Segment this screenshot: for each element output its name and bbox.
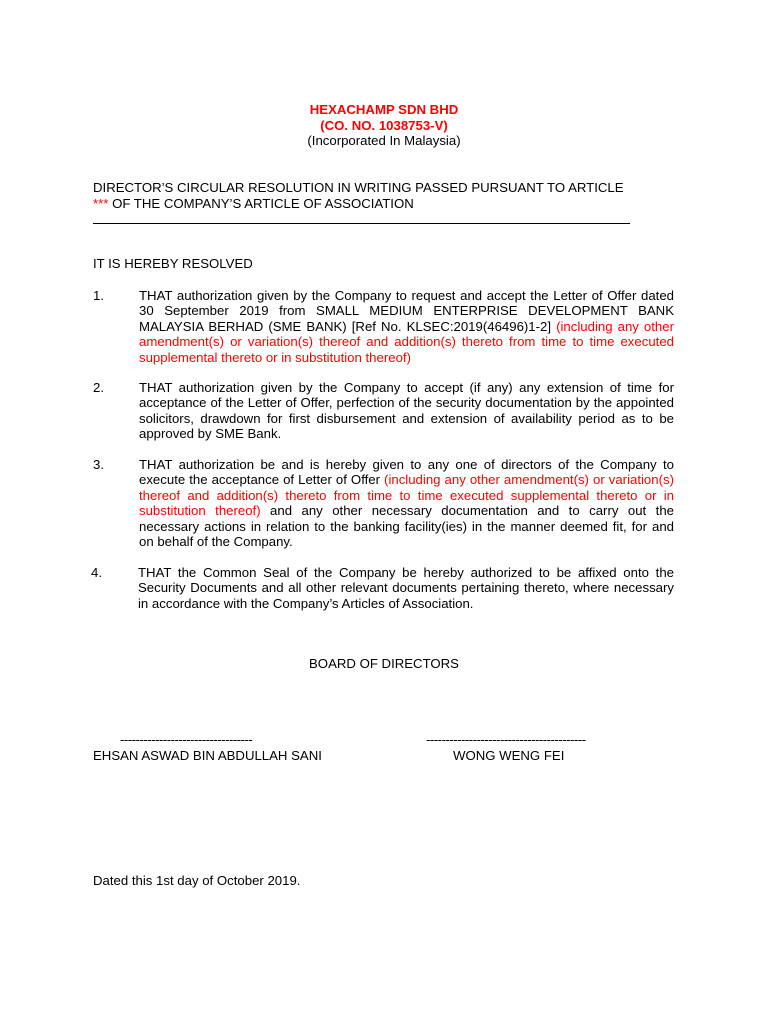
resolution-text-part: THAT the Common Seal of the Company be hereby authorized to be affixed onto the Security Documents and all other relevant documents pertaining thereto, where necessary in accordance with the Company’s Articles of Association. xyxy=(138,565,674,611)
resolved-heading: IT IS HEREBY RESOLVED xyxy=(93,256,253,271)
director-name: WONG WENG FEI xyxy=(453,748,565,763)
resolution-text xyxy=(139,380,674,442)
resolution-text-part: THAT authorization given by the Company to request and accept the Letter of Offer dated 30 September 2019 from SMALL MEDIUM ENTERPRISE DEVELOPMENT BANK MALAYSIA BERHAD (SME BANK) [Ref No. KLSEC:2019(46496)1-2] xyxy=(139,288,674,334)
resolution-text-part: THAT authorization be and is hereby given to any one of directors of the Company to execute the acceptance of Letter of Offer xyxy=(139,457,674,488)
resolution-number: 4. xyxy=(91,565,102,580)
resolution-number: 1. xyxy=(93,288,104,303)
resolution-text xyxy=(139,457,674,549)
resolution-text-highlight: (including any other amendment(s) or variation(s) thereof and addition(s) thereto from time to time executed supplemental thereto or in substitution thereof) xyxy=(139,318,674,365)
resolution-title-line1: DIRECTOR’S CIRCULAR RESOLUTION IN WRITING PASSED PURSUANT TO ARTICLE xyxy=(93,180,624,195)
company-number: (CO. NO. 1038753-V) xyxy=(320,118,448,133)
company-name: HEXACHAMP SDN BHD xyxy=(309,102,459,117)
resolution-text-part: THAT authorization given by the Company to accept (if any) any extension of time for acceptance of the Letter of Offer, perfection of the security documentation by the appointed solicitors, drawdown for first disbursement and extension of availability period as to be approved by SME Bank. xyxy=(139,380,674,442)
incorporated-note: (Incorporated In Malaysia) xyxy=(307,133,461,148)
resolution-title-rest: OF THE COMPANY’S ARTICLE OF ASSOCIATION xyxy=(108,196,414,211)
board-heading: BOARD OF DIRECTORS xyxy=(309,656,459,671)
title-underline xyxy=(93,223,630,224)
signature-line: ----------------------------------------- xyxy=(426,732,586,747)
resolution-text xyxy=(139,288,674,365)
director-name: EHSAN ASWAD BIN ABDULLAH SANI xyxy=(93,748,322,763)
resolution-text-part: and any other necessary documentation and to carry out the necessary actions in relation to the banking facility(ies) in the manner deemed fit, for and on behalf of the Company. xyxy=(139,503,674,550)
resolution-number: 2. xyxy=(93,380,104,395)
resolution-text-highlight: (including any other amendment(s) or variation(s) thereof and addition(s) thereto from time to time executed supplemental thereto or in substitution thereof) xyxy=(139,472,674,519)
resolution-text xyxy=(138,565,674,611)
article-placeholder: *** xyxy=(93,196,109,211)
signature-line: ---------------------------------- xyxy=(120,732,253,747)
resolution-number: 3. xyxy=(93,457,104,472)
resolution-title-line2 xyxy=(93,196,414,211)
dated-line: Dated this 1st day of October 2019. xyxy=(93,873,301,888)
